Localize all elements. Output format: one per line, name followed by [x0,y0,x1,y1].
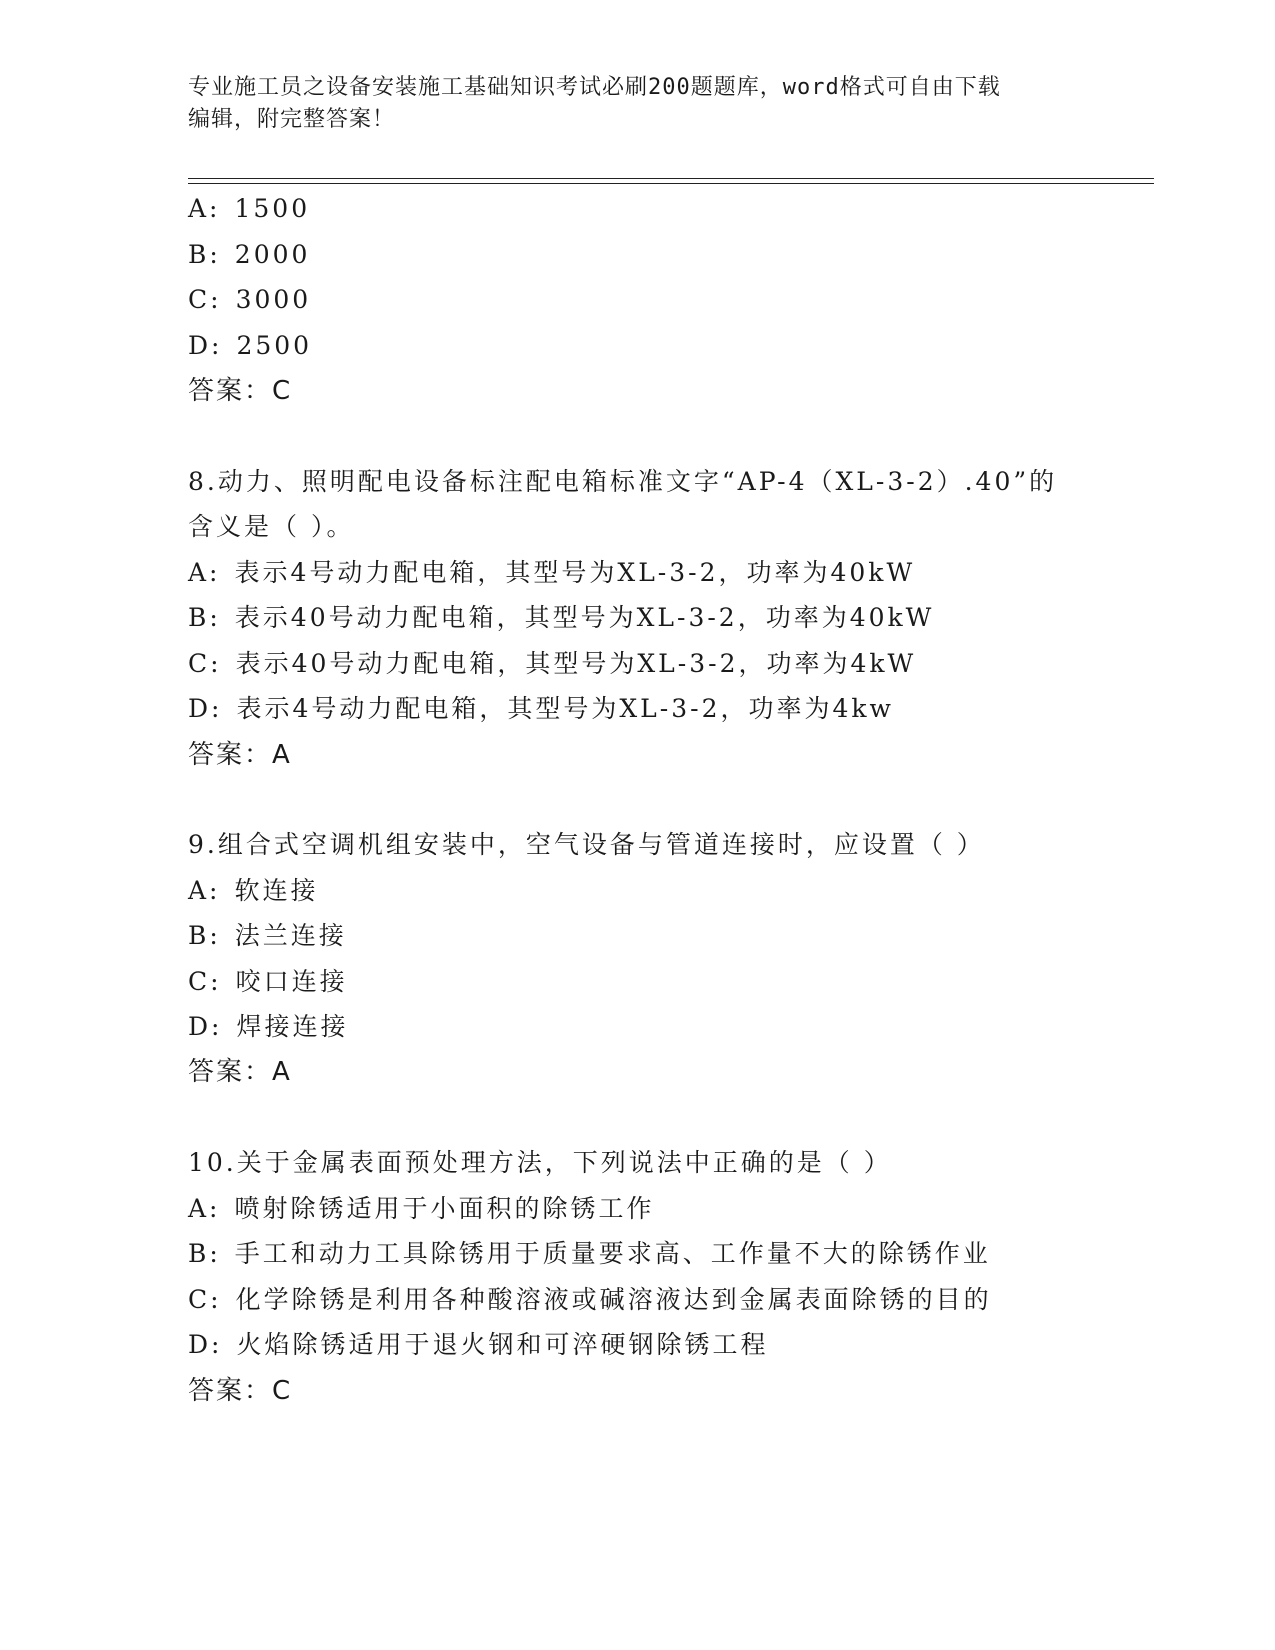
q8-option-d: D: 表示4号动力配电箱，其型号为XL-3-2，功率为4kw [188,694,894,723]
q10-option-d: D: 火焰除锈适用于退火钢和可淬硬钢除锈工程 [188,1330,769,1359]
header-divider-bottom [188,183,1154,184]
q7-option-d: D: 2500 [188,331,313,360]
q8-option-b: B: 表示40号动力配电箱，其型号为XL-3-2，功率为40kW [188,603,935,632]
q8-stem-line-2: 含义是（ ）。 [188,512,355,541]
q9-option-d: D: 焊接连接 [188,1012,349,1041]
q10-stem-line-1: 10.关于金属表面预处理方法，下列说法中正确的是（ ） [188,1148,892,1177]
q9-answer: 答案：A [188,1057,292,1087]
q7-answer: 答案：C [188,376,293,406]
q9-option-a: A: 软连接 [188,876,319,905]
q8-option-a: A: 表示4号动力配电箱，其型号为XL-3-2，功率为40kW [188,558,916,587]
document-header [188,72,1088,136]
header-line-1: 专业施工员之设备安装施工基础知识考试必刷200题题库，word格式可自由下载 [188,75,1001,100]
q9-option-c: C: 咬口连接 [188,967,348,996]
q10-answer: 答案：C [188,1376,293,1406]
q7-option-c: C: 3000 [188,285,312,314]
q7-option-b: B: 2000 [188,240,311,269]
header-line-2: 编辑，附完整答案！ [188,107,396,132]
q9-stem-line-1: 9.组合式空调机组安装中，空气设备与管道连接时，应设置（ ） [188,830,985,859]
q10-option-a: A: 喷射除锈适用于小面积的除锈工作 [188,1194,655,1223]
q8-option-c: C: 表示40号动力配电箱，其型号为XL-3-2，功率为4kW [188,649,917,678]
q10-option-b: B: 手工和动力工具除锈用于质量要求高、工作量不大的除锈作业 [188,1239,991,1268]
q7-option-a: A: 1500 [188,194,311,223]
q8-stem-line-1: 8.动力、照明配电设备标注配电箱标准文字“AP-4（XL-3-2）.40”的 [188,467,1058,496]
q8-answer: 答案：A [188,740,292,770]
header-divider-top [188,178,1154,179]
q9-option-b: B: 法兰连接 [188,921,347,950]
q10-option-c: C: 化学除锈是利用各种酸溶液或碱溶液达到金属表面除锈的目的 [188,1285,992,1314]
